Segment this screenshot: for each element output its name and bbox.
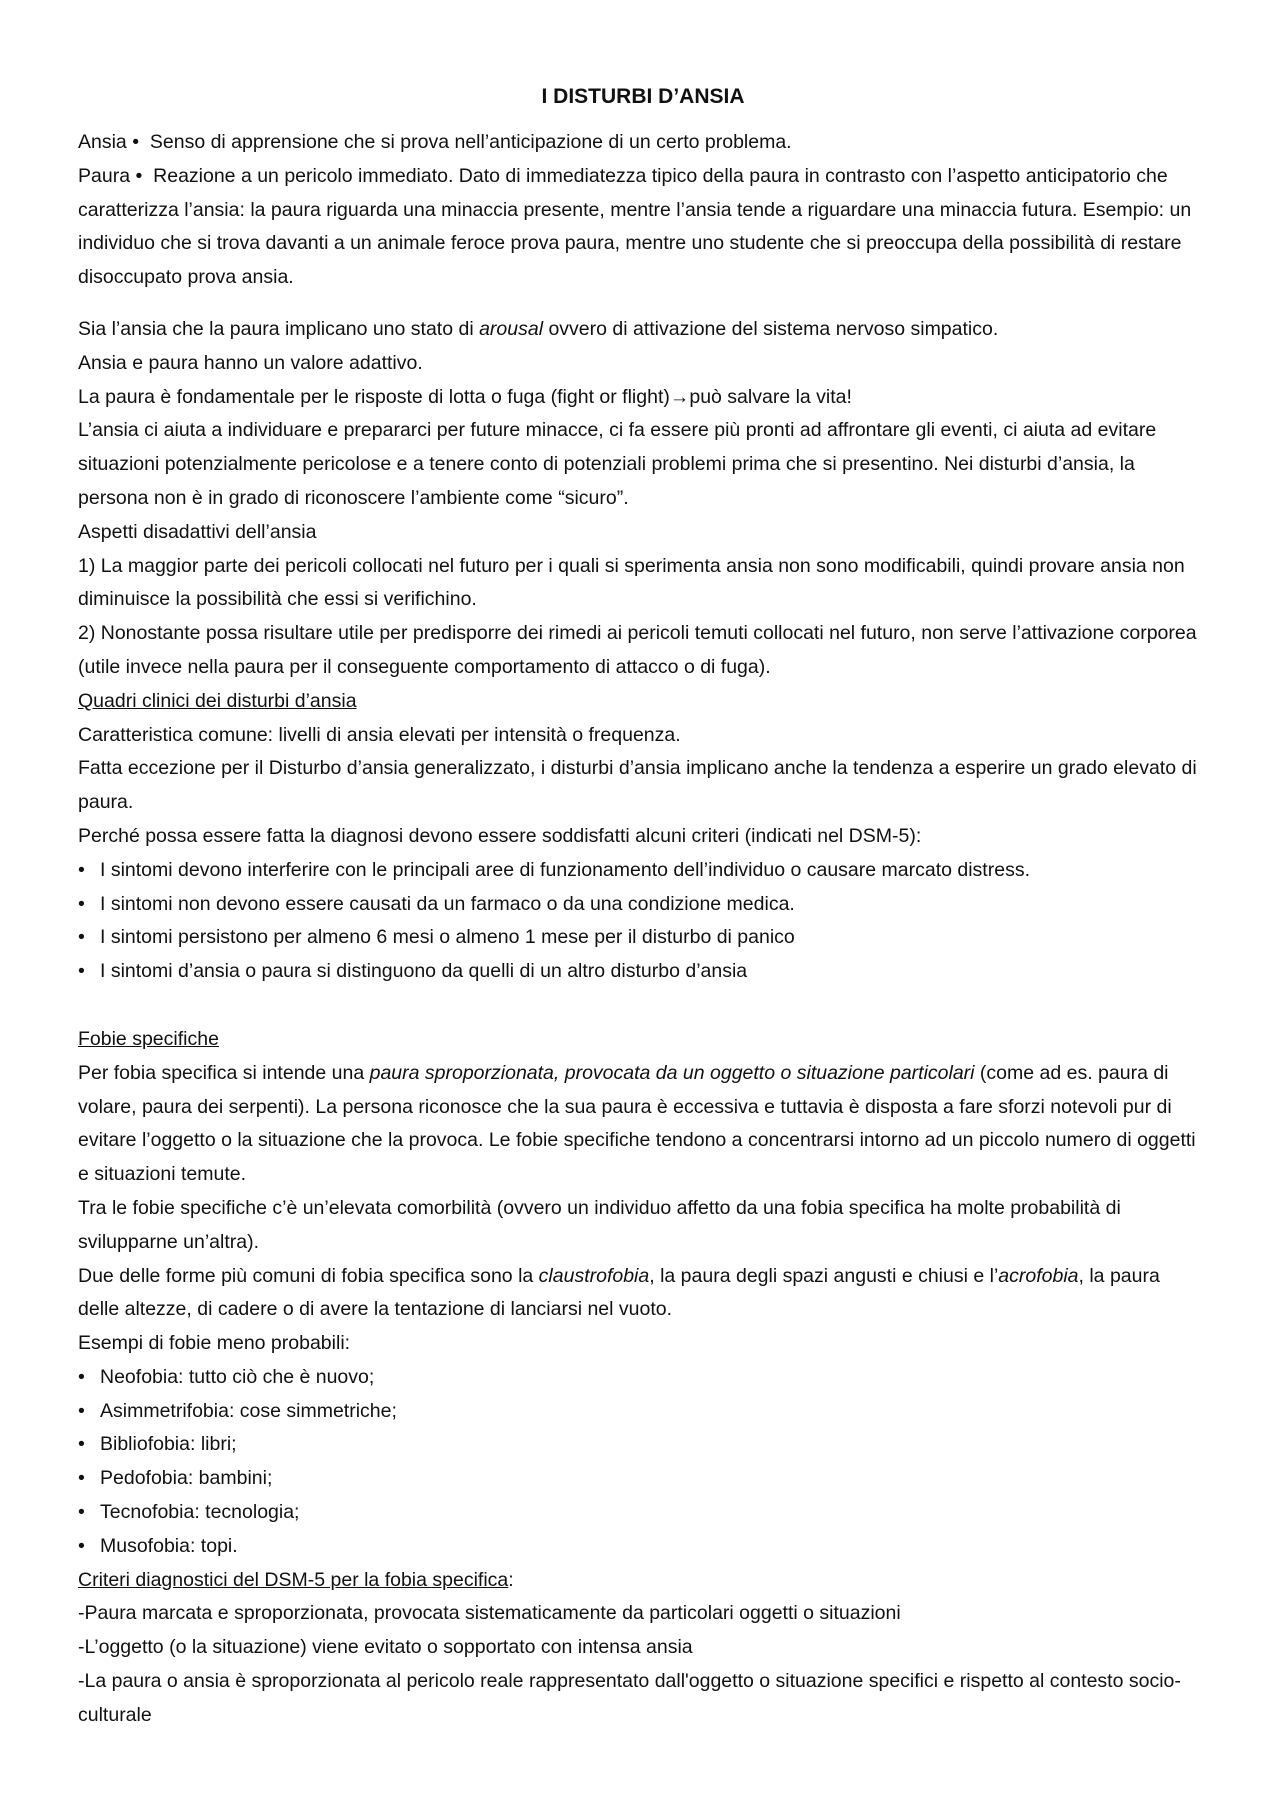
bullet-icon: • <box>78 1534 85 1557</box>
maladaptive-item-1: 1) La maggior parte dei pericoli collocati nel futuro per i quali si sperimenta ansia non sono modificabili, quindi provare ansia non diminuisce la possibilità che essi si verifichino. <box>78 554 1185 611</box>
phobia-definition <box>78 1057 1200 1192</box>
bullet-icon: • <box>78 926 85 949</box>
dsm-criterion: -Paura marcata e sproporzionata, provocata sistematicamente da particolari oggetti o situazioni <box>78 1602 901 1625</box>
paura-text: Reazione a un pericolo immediato. Dato di immediatezza tipico della paura in contrasto con l’aspetto anticipatorio che caratterizza l’ansia: la paura riguarda una minaccia presente, mentre l’ansia tende a riguardare una minaccia futura. Esempio: un individuo che si trova davanti a un animale feroce prova paura, mentre uno studente che si preoccupa della possibilità di restare disoccupato prova ansia. <box>78 164 1192 289</box>
common-forms-text: , la paura delle altezze, di cadere o di avere la tentazione di lanciarsi nel vuoto. <box>78 1264 1160 1321</box>
page-title: I DISTURBI D’ANSIA <box>541 85 745 108</box>
list-item <box>78 1428 1200 1462</box>
list-item-text: Pedofobia: bambini; <box>100 1467 273 1490</box>
fight-or-flight <box>78 381 1200 415</box>
bullet-icon: • <box>78 1433 85 1456</box>
list-item-text: Asimmetrifobia: cose simmetriche; <box>100 1399 397 1422</box>
paura-term: Paura <box>78 164 131 187</box>
list-item-text: Musofobia: topi. <box>100 1534 238 1557</box>
arrow-right-icon: → <box>669 385 690 408</box>
list-item <box>78 1395 1200 1429</box>
maladaptive-item-2: 2) Nonostante possa risultare utile per predisporre dei rimedi ai pericoli temuti collocati nel futuro, non serve l’attivazione corporea (utile invece nella paura per il conseguente comportamento di attacco o di fuga). <box>78 622 1197 678</box>
phobia-text-before: Per fobia specifica si intende una <box>78 1061 370 1084</box>
bullet-icon: • <box>78 1467 85 1490</box>
dsm-heading-line <box>78 1564 1200 1598</box>
list-item-text: I sintomi d’ansia o paura si distinguono da quelli di un altro disturbo d’ansia <box>100 960 748 983</box>
common-forms-text: Due delle forme più comuni di fobia specifica sono la <box>78 1264 539 1287</box>
fight-text-before: La paura è fondamentale per le risposte di lotta o fuga (fight or flight) <box>78 385 670 408</box>
arousal-paragraph <box>78 313 1200 347</box>
dsm-heading: Criteri diagnostici del DSM-5 per la fobia specifica <box>78 1568 509 1591</box>
maladaptive-heading: Aspetti disadattivi dell’ansia <box>78 520 317 543</box>
list-item <box>78 1462 1200 1496</box>
list-item <box>78 955 1200 989</box>
list-item-text: I sintomi devono interferire con le principali aree di funzionamento dell’individuo o causare marcato distress. <box>100 858 1030 881</box>
list-item <box>78 1496 1200 1530</box>
dsm-heading-colon: : <box>508 1568 514 1591</box>
clinical-heading: Quadri clinici dei disturbi d’ansia <box>78 689 357 712</box>
list-item-text: I sintomi persistono per almeno 6 mesi o almeno 1 mese per il disturbo di panico <box>100 926 795 949</box>
arousal-text-before: Sia l’ansia che la paura implicano uno stato di <box>78 317 480 340</box>
bullet-icon: • <box>78 858 85 881</box>
ansia-text: Senso di apprensione che si prova nell’anticipazione di un certo problema. <box>149 131 792 153</box>
bullet-icon: • <box>135 164 143 187</box>
list-item-text: Neofobia: tutto ciò che è nuovo; <box>100 1365 375 1388</box>
list-item-text: I sintomi non devono essere causati da un farmaco o da una condizione medica. <box>100 892 795 915</box>
paura-definition <box>78 160 1200 295</box>
bullet-icon: • <box>78 1501 85 1524</box>
ansia-term: Ansia <box>78 131 127 153</box>
common-forms-text: , la paura degli spazi angusti e chiusi e l’ <box>649 1264 999 1287</box>
list-item <box>78 921 1200 955</box>
bullet-icon: • <box>78 960 85 983</box>
clinical-exception: Fatta eccezione per il Disturbo d’ansia generalizzato, i disturbi d’ansia implicano anche la tendenza a esperire un grado elevato di paura. <box>78 757 1197 814</box>
bullet-icon: • <box>78 1365 85 1388</box>
fight-text-after: può salvare la vita! <box>689 385 852 408</box>
bullet-icon: • <box>132 131 140 153</box>
dsm-criterion: -L’oggetto (o la situazione) viene evitato o sopportato con intensa ansia <box>78 1636 693 1659</box>
comorbidity-paragraph: Tra le fobie specifiche c’è un’elevata comorbilità (ovvero un individuo affetto da una fobia specifica ha molte probabilità di svilupparne un’altra). <box>78 1196 1121 1253</box>
dsm-criterion: -La paura o ansia è sproporzionata al pericolo reale rappresentato dall'oggetto o situazione specifici e rispetto al contesto socio-culturale <box>78 1670 1181 1726</box>
arousal-term: arousal <box>479 317 544 340</box>
ansia-help-paragraph: L’ansia ci aiuta a individuare e prepararci per future minacce, ci fa essere più pronti ad affrontare gli eventi, ci aiuta ad evitare situazioni potenzialmente pericolose e a tenere conto di potenziali problemi prima che si presentino. Nei disturbi d’ansia, la persona non è in grado di riconoscere l’ambiente come “sicuro”. <box>78 419 1157 509</box>
list-item <box>78 854 1200 888</box>
list-item-text: Tecnofobia: tecnologia; <box>100 1501 300 1524</box>
acrofobia-term: acrofobia <box>998 1264 1079 1287</box>
bullet-icon: • <box>78 1399 85 1422</box>
clinical-common: Caratteristica comune: livelli di ansia elevati per intensità o frequenza. <box>78 723 681 746</box>
criteria-intro: Perché possa essere fatta la diagnosi devono essere soddisfatti alcuni criteri (indicati nel DSM-5): <box>78 824 922 847</box>
phobia-text-after: (come ad es. paura di volare, paura dei serpenti). La persona riconosce che la sua paura è eccessiva e tuttavia è disposta a fare sforzi notevoli pur di evitare l’oggetto o la situazione che la provoca. Le fobie specifiche tendono a concentrarsi intorno ad un piccolo numero di oggetti e situazioni temute. <box>78 1061 1196 1186</box>
adaptive-value: Ansia e paura hanno un valore adattivo. <box>78 351 423 374</box>
bullet-icon: • <box>78 892 85 915</box>
claustrofobia-term: claustrofobia <box>538 1264 650 1287</box>
list-item <box>78 1530 1200 1564</box>
phobia-heading: Fobie specifiche <box>78 1027 219 1050</box>
list-item <box>78 888 1200 922</box>
phobia-emphasis: paura sproporzionata, provocata da un oggetto o situazione particolari <box>369 1061 975 1084</box>
examples-heading: Esempi di fobie meno probabili: <box>78 1332 351 1355</box>
arousal-text-after: ovvero di attivazione del sistema nervoso simpatico. <box>543 317 999 340</box>
ansia-definition <box>78 126 1200 160</box>
list-item <box>78 1361 1200 1395</box>
common-forms-paragraph <box>78 1260 1200 1328</box>
list-item-text: Bibliofobia: libri; <box>100 1433 237 1456</box>
